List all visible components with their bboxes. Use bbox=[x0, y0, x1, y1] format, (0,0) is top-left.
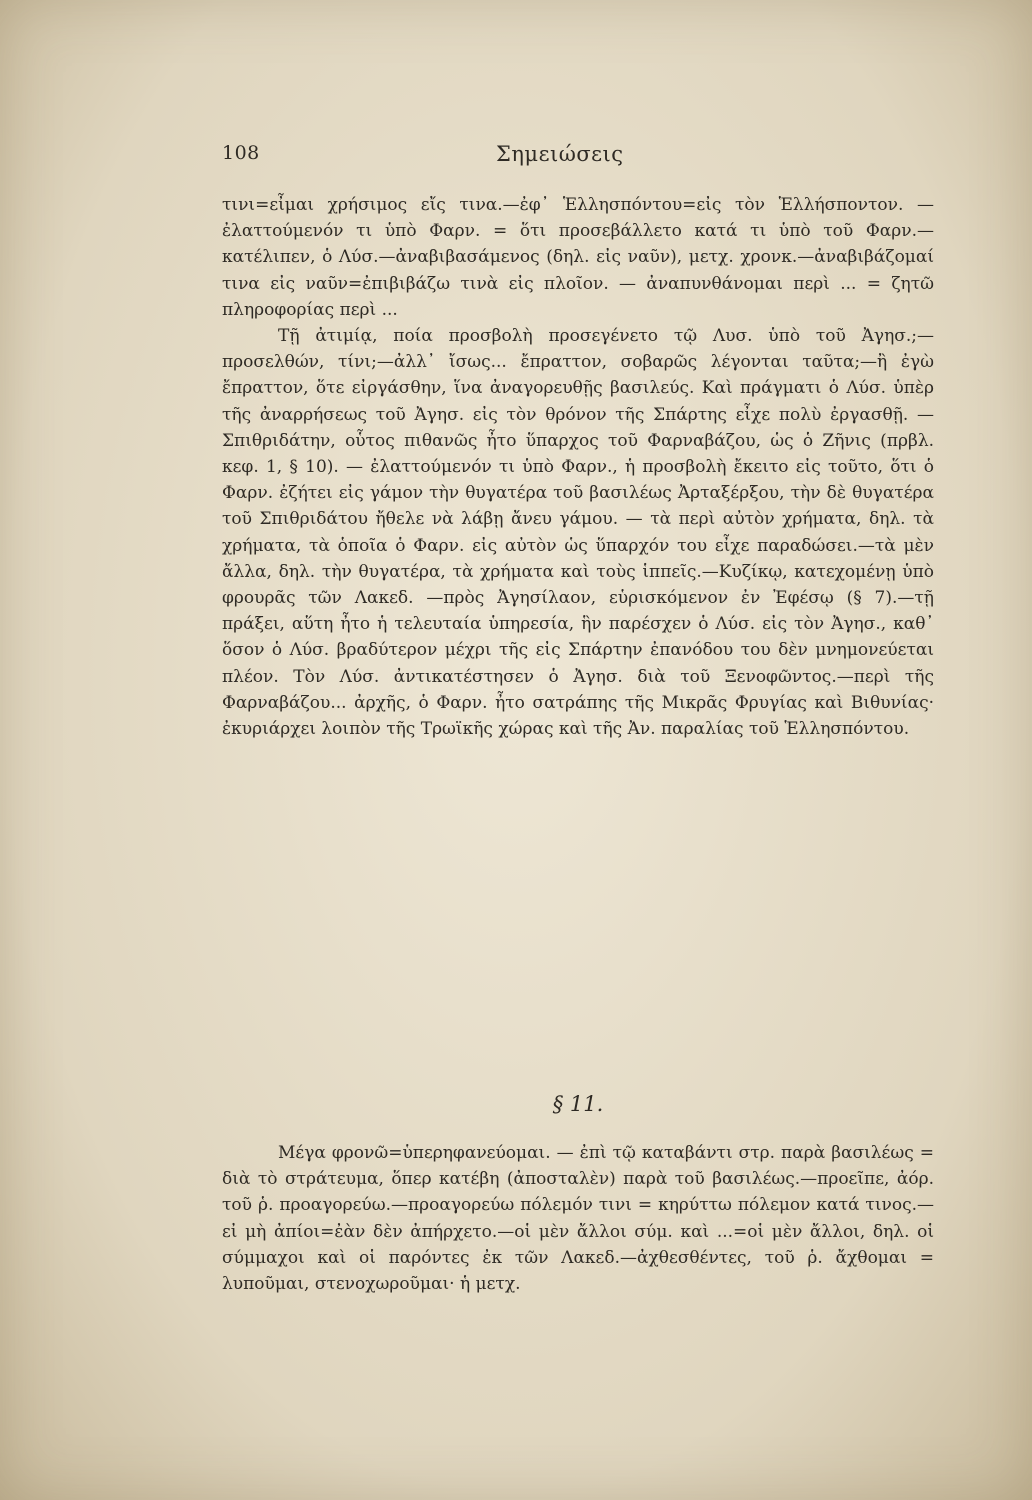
running-title: Σημειώσεις bbox=[496, 142, 624, 166]
notes-block bbox=[222, 192, 934, 742]
section-heading: § 11. bbox=[552, 1092, 604, 1116]
page-number: 108 bbox=[222, 142, 260, 164]
section-paragraph-1: Μέγα φρονῶ=ὑπερηφανεύομαι. — ἐπὶ τῷ καταβάντι στρ. παρὰ βασιλέως = διὰ τὸ στράτευμα, ὅπερ κατέβη (ἀποσταλὲν) παρὰ τοῦ βασιλέως.—προεῖπε, ἀόρ. τοῦ ῥ. προαγορεύω.—προαγορεύω πόλεμόν τινι = κηρύττω πόλεμον κατά τινος.— εἰ μὴ ἀπίοι=ἐὰν δὲν ἀπήρχετο.—οἱ μὲν ἄλλοι σύμ. καὶ ...=οἱ μὲν ἄλλοι, δηλ. οἱ σύμμαχοι καὶ οἱ παρόντες ἐκ τῶν Λακεδ.—ἀχθεσθέντες, τοῦ ῥ. ἄχθομαι = λυποῦμαι, στενοχωροῦμαι· ἡ μετχ. bbox=[222, 1143, 934, 1295]
page-header bbox=[222, 142, 932, 176]
note-paragraph-1: τινι=εἶμαι χρήσιμος εἴς τινα.—ἐφ᾽ Ἑλλησπόντου=εἰς τὸν Ἑλλήσποντον. — ἐλαττούμενόν τι ὑπὸ Φαρν. = ὅτι προσεβάλλετο κατά τι ὑπὸ τοῦ Φαρν.—κατέλιπεν, ὁ Λύσ.—ἀναβιβασάμενος (δηλ. εἰς ναῦν), μετχ. χρονκ.—ἀναβιβάζομαί τινα εἰς ναῦν=ἐπιβιβάζω τινὰ εἰς πλοῖον. — ἀναπυνθάνομαι περὶ ... = ζητῶ πληροφορίας περὶ ... bbox=[222, 195, 934, 320]
note-paragraph-2: Τῇ ἀτιμίᾳ, ποία προσβολὴ προσεγένετο τῷ Λυσ. ὑπὸ τοῦ Ἀγησ.;—προσελθών, τίνι;—ἀλλ᾽ ἴσως... ἔπραττον, σοβαρῶς λέγονται ταῦτα;—ἢ ἐγὼ ἔπραττον, ὅτε εἰργάσθην, ἵνα ἀναγορευθῇς βασιλεύς. Καὶ πράγματι ὁ Λύσ. ὑπὲρ τῆς ἀναρρήσεως τοῦ Ἀγησ. εἰς τὸν θρόνον τῆς Σπάρτης εἶχε πολὺ ἐργασθῇ. — Σπιθριδάτην, οὗτος πιθανῶς ἦτο ὕπαρχος τοῦ Φαρναβάζου, ὡς ὁ Ζῆνις (πρβλ. κεφ. 1, § 10). — ἐλαττούμενόν τι ὑπὸ Φαρν., ἡ προσβολὴ ἔκειτο εἰς τοῦτο, ὅτι ὁ Φαρν. ἐζήτει εἰς γάμον τὴν θυγατέρα τοῦ βασιλέως Ἀρταξέρξου, τὴν δὲ θυγατέρα τοῦ Σπιθριδάτου ἤθελε νὰ λάβῃ ἄνευ γάμου. — τὰ περὶ αὐτὸν χρήματα, δηλ. τὰ χρήματα, τὰ ὁποῖα ὁ Φαρν. εἰς αὐτὸν ὡς ὕπαρχόν του εἶχε παραδώσει.—τὰ μὲν ἄλλα, δηλ. τὴν θυγατέρα, τὰ χρήματα καὶ τοὺς ἱππεῖς.—Κυζίκῳ, κατεχομένῃ ὑπὸ φρουρᾶς τῶν Λακεδ. —πρὸς Ἀγησίλαον, εὑρισκόμενον ἐν Ἐφέσῳ (§ 7).—τῇ πράξει, αὕτη ἦτο ἡ τελευταία ὑπηρεσία, ἣν παρέσχεν ὁ Λύσ. εἰς τὸν Ἀγησ., καθ᾽ ὅσον ὁ Λύσ. βραδύτερον μέχρι τῆς εἰς Σπάρτην ἐπανόδου του δὲν μνημονεύεται πλέον. Τὸν Λύσ. ἀντικατέστησεν ὁ Ἀγησ. διὰ τοῦ Ξενοφῶντος.—περὶ τῆς Φαρναβάζου... ἀρχῆς, ὁ Φαρν. ἦτο σατράπης τῆς Μικρᾶς Φρυγίας καὶ Βιθυνίας· ἐκυριάρχει λοιπὸν τῆς Τρωϊκῆς χώρας καὶ τῆς Ἀν. παραλίας τοῦ Ἑλλησπόντου. bbox=[222, 326, 934, 740]
section-notes-block bbox=[222, 1140, 934, 1297]
